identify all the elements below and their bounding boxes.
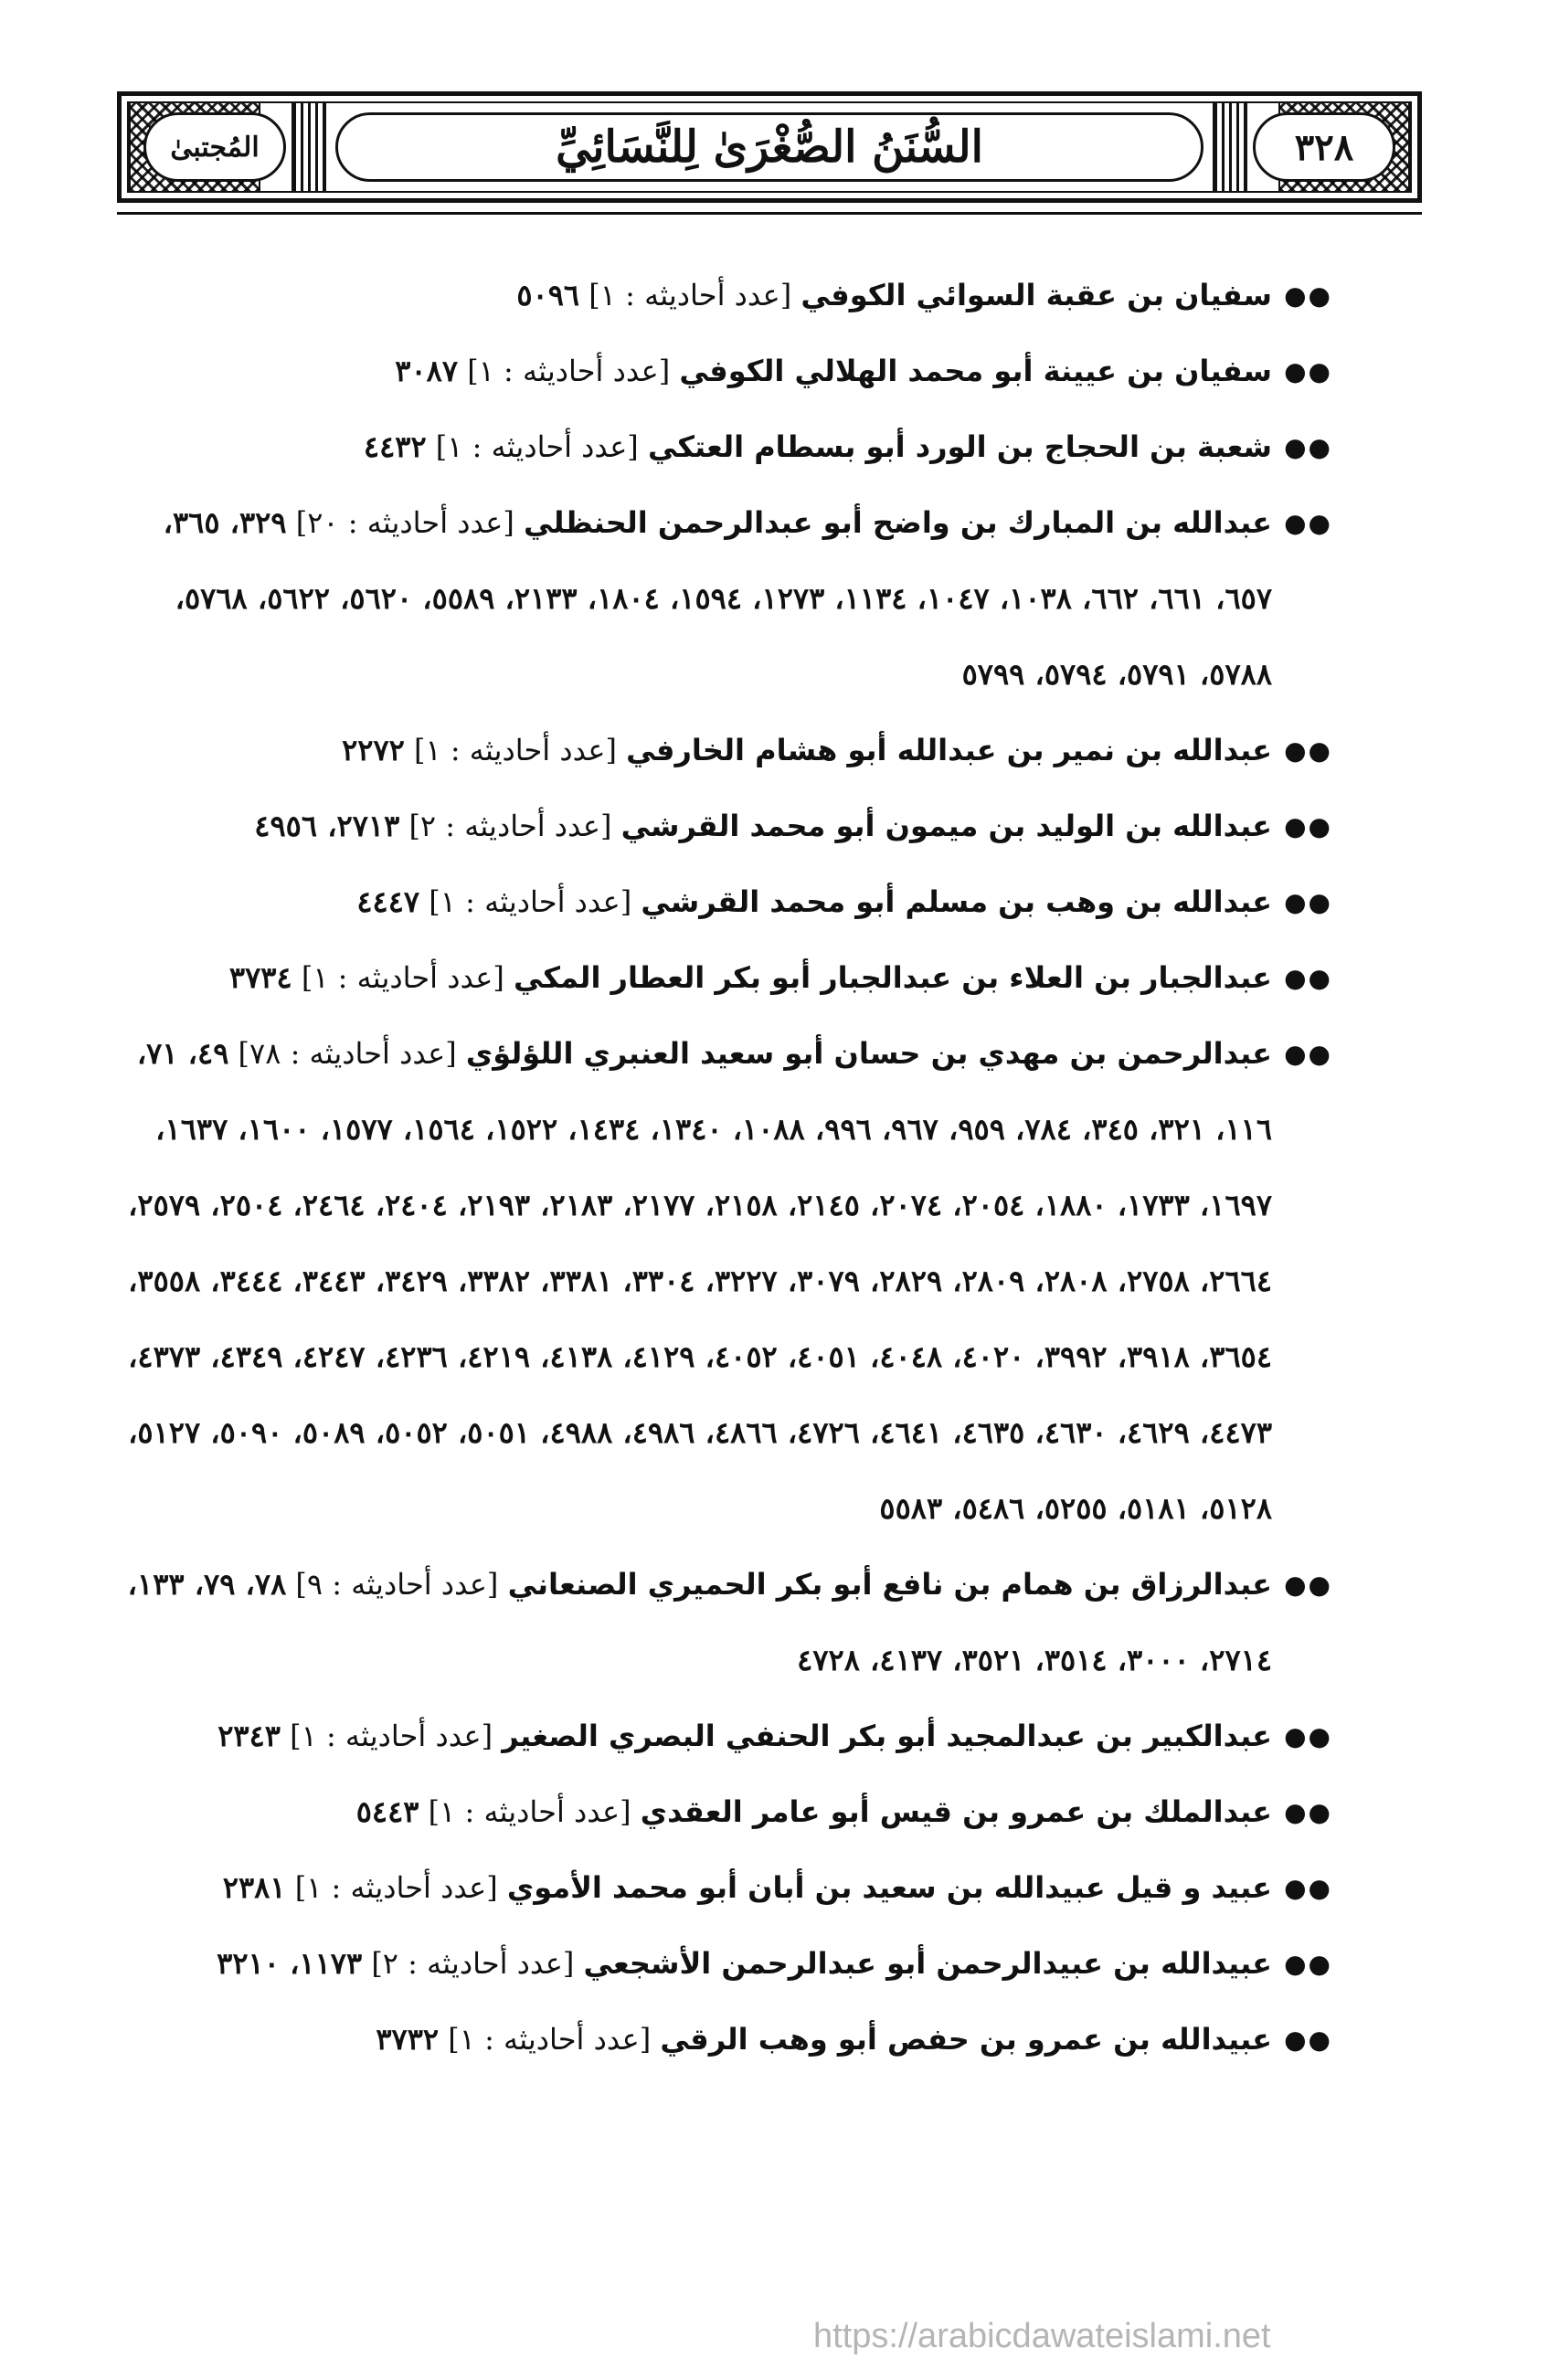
- narrator-name: عبدالكبير بن عبدالمجيد أبو بكر الحنفي البصري الصغير: [502, 1719, 1272, 1753]
- narrator-list: [117, 258, 1332, 2078]
- hadith-references: ٤٤٣٢: [363, 429, 427, 464]
- narrator-name: عبدالله بن المبارك بن واضح أبو عبدالرحمن الحنظلي: [524, 505, 1272, 540]
- narrator-entry: [117, 1016, 1332, 1547]
- bullet-icon: ●●: [1284, 1873, 1332, 1903]
- narrator-name: عبدالله بن وهب بن مسلم أبو محمد القرشي: [641, 884, 1272, 919]
- narrator-entry: [117, 940, 1332, 1016]
- book-title: السُّنَنُ الصُّغْرَىٰ لِلنَّسَائِيِّ: [556, 122, 983, 173]
- narrator-name: عبدالملك بن عمرو بن قيس أبو عامر العقدي: [640, 1794, 1272, 1829]
- narrator-name: سفيان بن عقبة السوائي الكوفي: [801, 278, 1272, 312]
- right-hatch-ornament: [1213, 103, 1247, 191]
- hadith-count: [عدد أحاديثه : ٢]: [408, 809, 612, 843]
- book-short-title-cartouche: [143, 112, 286, 182]
- narrator-name: عبدالرزاق بن همام بن نافع أبو بكر الحميري الصنعاني: [507, 1567, 1272, 1602]
- narrator-entry: [117, 1774, 1332, 1850]
- header-frame: [127, 101, 1412, 193]
- narrator-name: عبدالله بن نمير بن عبدالله أبو هشام الخارفي: [626, 733, 1272, 767]
- hadith-count: [عدد أحاديثه : ١]: [467, 354, 671, 388]
- header-rule: [117, 212, 1422, 215]
- hadith-references: ٢٣٨١: [222, 1870, 286, 1905]
- hadith-references: ٢٣٤٣: [217, 1719, 281, 1753]
- page-number-cartouche: [1253, 112, 1395, 182]
- page-header: [117, 91, 1422, 203]
- hadith-references: ٥٠٩٦: [516, 278, 580, 312]
- hadith-references: ٣٧٣٢: [376, 2022, 440, 2057]
- bullet-icon: ●●: [1284, 280, 1332, 311]
- bullet-icon: ●●: [1284, 887, 1332, 917]
- narrator-entry: [117, 1850, 1332, 1926]
- bullet-icon: ●●: [1284, 1570, 1332, 1600]
- page-number: ٣٢٨: [1294, 125, 1354, 169]
- bullet-icon: ●●: [1284, 432, 1332, 462]
- narrator-entry: [117, 258, 1332, 333]
- hadith-count: [عدد أحاديثه : ٢٠]: [295, 505, 514, 540]
- narrator-name: عبدالرحمن بن مهدي بن حسان أبو سعيد العنبري اللؤلؤي: [465, 1036, 1272, 1071]
- hadith-count: [عدد أحاديثه : ١]: [588, 278, 792, 312]
- narrator-name: عبدالجبار بن العلاء بن عبدالجبار أبو بكر العطار المكي: [513, 960, 1272, 995]
- hadith-count: [عدد أحاديثه : ١]: [290, 1719, 493, 1753]
- narrator-entry: [117, 1698, 1332, 1774]
- narrator-name: شعبة بن الحجاج بن الورد أبو بسطام العتكي: [647, 429, 1272, 464]
- bullet-icon: ●●: [1284, 356, 1332, 386]
- hadith-count: [عدد أحاديثه : ١]: [301, 960, 504, 995]
- bullet-icon: ●●: [1284, 1721, 1332, 1751]
- hadith-references: ٣٠٨٧: [395, 354, 459, 388]
- narrator-entry: [117, 2002, 1332, 2078]
- book-short-title: المُجتبىٰ: [170, 131, 260, 164]
- narrator-entry: [117, 409, 1332, 485]
- narrator-entry: [117, 485, 1332, 713]
- hadith-count: [عدد أحاديثه : ٢]: [371, 1946, 575, 1981]
- bullet-icon: ●●: [1284, 811, 1332, 841]
- narrator-entry: [117, 788, 1332, 864]
- hadith-count: [عدد أحاديثه : ١]: [435, 429, 639, 464]
- hadith-references: ٣٢٩، ٣٦٥، ٦٥٧، ٦٦١، ٦٦٢، ١٠٣٨، ١٠٤٧، ١١٣٤، ١٢٧٣، ١٥٩٤، ١٨٠٤، ٢١٣٣، ٥٥٨٩، ٥٦٢٠، ٥٦٢٢، ٥٧٦٨، ٥٧٨٨، ٥٧٩١، ٥٧٩٤، ٥٧٩٩: [163, 505, 1272, 692]
- hadith-count: [عدد أحاديثه : ٧٨]: [238, 1036, 457, 1071]
- narrator-entry: [117, 333, 1332, 409]
- title-panel: [335, 112, 1203, 182]
- hadith-references: ٢٢٧٢: [342, 733, 405, 767]
- narrator-name: عبيد و قيل عبيدالله بن سعيد بن أبان أبو محمد الأموي: [506, 1870, 1272, 1905]
- hadith-references: ٤٩، ٧١، ١١٦، ٣٢١، ٣٤٥، ٧٨٤، ٩٥٩، ٩٦٧، ٩٩٦، ١٠٨٨، ١٣٤٠، ١٤٣٤، ١٥٢٢، ١٥٦٤، ١٥٧٧، ١٦٠٠، ١٦٣٧، ١٦٩٧، ١٧٣٣، ١٨٨٠، ٢٠٥٤، ٢٠٧٤، ٢١٤٥، ٢١٥٨، ٢١٧٧، ٢١٨٣، ٢١٩٣، ٢٤٠٤، ٢٤٦٤، ٢٥٠٤، ٢٥٧٩، ٢٦٦٤، ٢٧٥٨، ٢٨٠٨، ٢٨٠٩، ٢٨٢٩، ٣٠٧٩، ٣٢٢٧، ٣٣٠٤، ٣٣٨١، ٣٣٨٢، ٣٤٢٩، ٣٤٤٣، ٣٤٤٤، ٣٥٥٨، ٣٦٥٤، ٣٩١٨، ٣٩٩٢، ٤٠٢٠، ٤٠٤٨، ٤٠٥١، ٤٠٥٢، ٤١٢٩، ٤١٣٨، ٤٢١٩، ٤٢٣٦، ٤٢٤٧، ٤٣٤٩، ٤٣٧٣، ٤٤٧٣، ٤٦٢٩، ٤٦٣٠، ٤٦٣٥، ٤٦٤١، ٤٧٢٦، ٤٨٦٦، ٤٩٨٦، ٤٩٨٨، ٥٠٥١، ٥٠٥٢، ٥٠٨٩، ٥٠٩٠، ٥١٢٧، ٥١٢٨، ٥١٨١، ٥٢٥٥، ٥٤٨٦، ٥٥٨٣: [128, 1036, 1272, 1526]
- narrator-name: عبيدالله بن عبيدالرحمن أبو عبدالرحمن الأشجعي: [583, 1946, 1272, 1981]
- hadith-count: [عدد أحاديثه : ١]: [294, 1870, 498, 1905]
- bullet-icon: ●●: [1284, 1797, 1332, 1827]
- bullet-icon: ●●: [1284, 1949, 1332, 1979]
- hadith-count: [عدد أحاديثه : ١]: [429, 884, 632, 919]
- narrator-name: عبيدالله بن عمرو بن حفص أبو وهب الرقي: [660, 2022, 1272, 2057]
- hadith-count: [عدد أحاديثه : ١]: [414, 733, 617, 767]
- watermark: https://arabicdawateislami.net: [813, 2317, 1271, 2355]
- hadith-count: [عدد أحاديثه : ١]: [448, 2022, 652, 2057]
- bullet-icon: ●●: [1284, 2025, 1332, 2055]
- hadith-references: ٤٤٤٧: [356, 884, 420, 919]
- hadith-references: ٣٧٣٤: [228, 960, 292, 995]
- bullet-icon: ●●: [1284, 963, 1332, 993]
- narrator-entry: [117, 1547, 1332, 1698]
- hadith-count: [عدد أحاديثه : ١]: [428, 1794, 631, 1829]
- narrator-entry: [117, 713, 1332, 788]
- narrator-name: سفيان بن عيينة أبو محمد الهلالي الكوفي: [679, 354, 1272, 388]
- narrator-entry: [117, 864, 1332, 940]
- bullet-icon: ●●: [1284, 1039, 1332, 1069]
- hadith-references: ١١٧٣، ٣٢١٠: [217, 1946, 363, 1981]
- narrator-entry: [117, 1926, 1332, 2002]
- hadith-references: ٢٧١٣، ٤٩٥٦: [254, 809, 400, 843]
- bullet-icon: ●●: [1284, 508, 1332, 538]
- hadith-references: ٧٨، ٧٩، ١٣٣، ٢٧١٤، ٣٠٠٠، ٣٥١٤، ٣٥٢١، ٤١٣٧، ٤٧٢٨: [127, 1567, 1272, 1677]
- hadith-references: ٥٤٤٣: [355, 1794, 419, 1829]
- left-hatch-ornament: [292, 103, 326, 191]
- narrator-name: عبدالله بن الوليد بن ميمون أبو محمد القرشي: [620, 809, 1272, 843]
- bullet-icon: ●●: [1284, 735, 1332, 766]
- hadith-count: [عدد أحاديثه : ٩]: [295, 1567, 499, 1602]
